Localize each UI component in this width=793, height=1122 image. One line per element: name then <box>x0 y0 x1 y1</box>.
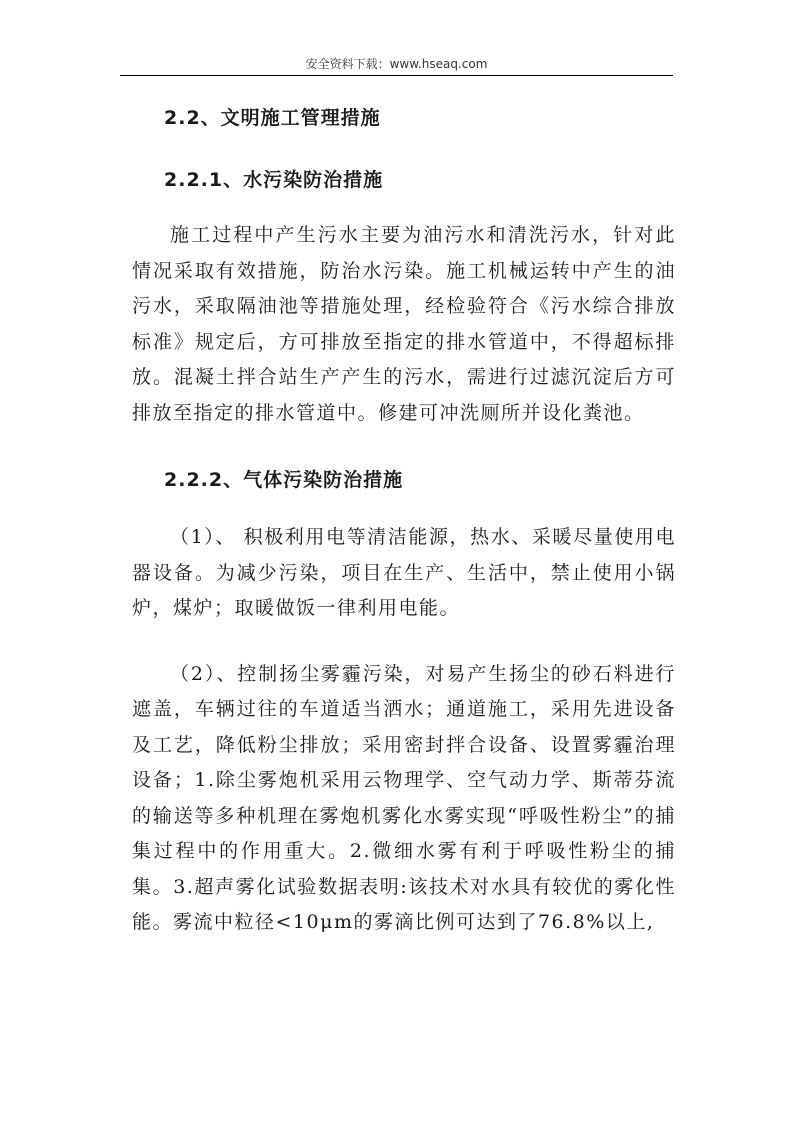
section-heading-2-2-2: 2.2.2、气体污染防治措施 <box>164 469 404 491</box>
section-heading-2-2-1: 2.2.1、水污染防治措施 <box>164 169 384 191</box>
paragraph-clean-energy: （1）、 积极利用电等清洁能源，热水、采暖尽量使用电器设备。为减少污染，项目在生产、生活中，禁止使用小锅炉，煤炉；取暖做饭一律利用电能。 <box>132 526 676 619</box>
header-rule <box>120 75 673 76</box>
section-heading-2-2: 2.2、文明施工管理措施 <box>164 107 381 129</box>
document-body <box>132 100 676 941</box>
paragraph-dust-control: （2）、控制扬尘雾霾污染，对易产生扬尘的砂石料进行遮盖，车辆过往的车道适当洒水；通道施工，采用先进设备及工艺，降低粉尘排放；采用密封拌合设备、设置雾霾治理设备；1.除尘雾炮机采用云物理学、空气动力学、斯蒂芬流的输送等多种机理在雾炮机雾化水雾实现“呼吸性粉尘”的捕集过程中的作用重大。2.微细水雾有利于呼吸性粉尘的捕集。3.超声雾化试验数据表明:该技术对水具有较优的雾化性能。雾流中粒径<10μm的雾滴比例可达到了76.8%以上, <box>132 662 676 933</box>
paragraph-water-pollution: 施工过程中产生污水主要为油污水和清洗污水，针对此情况采取有效措施，防治水污染。施工机械运转中产生的油污水，采取隔油池等措施处理，经检验符合《污水综合排放标准》规定后，方可排放至指定的排水管道中，不得超标排放。混凝土拌合站生产产生的污水，需进行过滤沉淀后方可排放至指定的排水管道中。修建可冲洗厕所并设化粪池。 <box>132 224 676 424</box>
page-header: 安全资料下载：www.hseaq.com <box>305 57 488 71</box>
